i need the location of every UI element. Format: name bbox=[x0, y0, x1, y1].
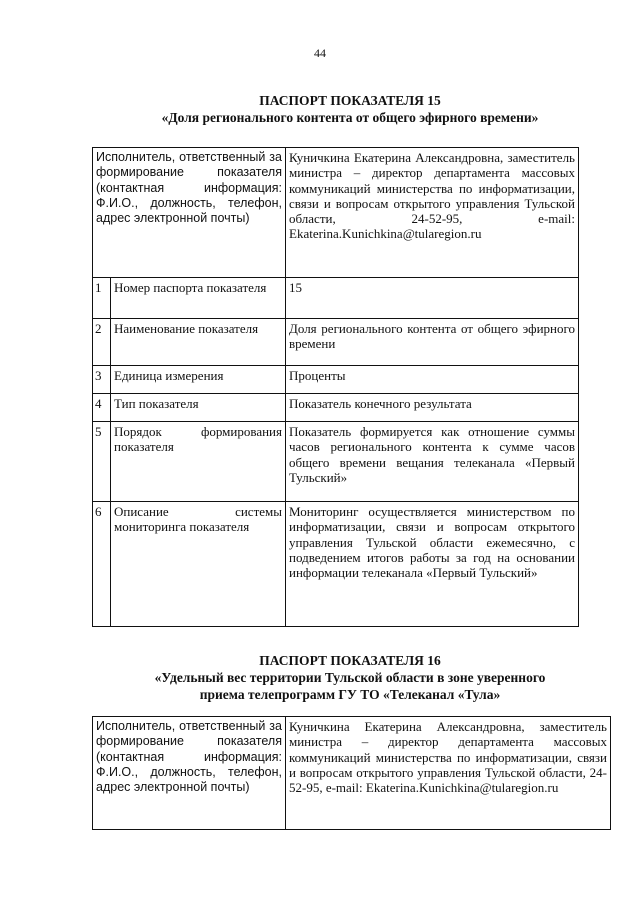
row-value: Проценты bbox=[286, 366, 579, 394]
row-value: 15 bbox=[286, 278, 579, 319]
row-label: Описание системы мониторинга показателя bbox=[111, 502, 286, 627]
row-value: Показатель конечного результата bbox=[286, 394, 579, 422]
row-number: 2 bbox=[93, 319, 111, 366]
table-row bbox=[93, 278, 579, 319]
table-row bbox=[93, 394, 579, 422]
row-number: 1 bbox=[93, 278, 111, 319]
row-label: Тип показателя bbox=[111, 394, 286, 422]
table-row bbox=[93, 422, 579, 502]
row-number: 4 bbox=[93, 394, 111, 422]
row-value: Мониторинг осуществляется министерством по информатизации, связи и вопросам открытого управления Тульской области ежемесячно, с подведением итогов работы за год на основании информации телеканала «Первый Тульский» bbox=[286, 502, 579, 627]
row-number: 6 bbox=[93, 502, 111, 627]
executor-label: Исполнитель, ответственный за формирование показателя (контактная информация: Ф.И.О., должность, телефон, адрес электронной почты) bbox=[93, 148, 286, 278]
passport-15-subtitle: «Доля регионального контента от общего эфирного времени» bbox=[161, 110, 539, 125]
passport-16-subtitle-line1: «Удельный вес территории Тульской области в зоне уверенного bbox=[154, 670, 546, 685]
page-number: 44 bbox=[314, 46, 326, 60]
row-value: Доля регионального контента от общего эфирного времени bbox=[286, 319, 579, 366]
table-row bbox=[93, 366, 579, 394]
table-row bbox=[93, 502, 579, 627]
table-row bbox=[93, 319, 579, 366]
executor-row bbox=[93, 717, 611, 830]
passport-16-title: ПАСПОРТ ПОКАЗАТЕЛЯ 16 bbox=[259, 653, 441, 668]
row-label: Номер паспорта показателя bbox=[111, 278, 286, 319]
row-label: Единица измерения bbox=[111, 366, 286, 394]
row-label: Порядок формирования показателя bbox=[111, 422, 286, 502]
row-number: 3 bbox=[93, 366, 111, 394]
executor-value: Куничкина Екатерина Александровна, заместитель министра – директор департамента массовых коммуникаций министерства по информатизации, связи и вопросам открытого управления Тульской области, 24-52-95, e-mail: Ekaterina.Kunichkina@tularegion.ru bbox=[286, 148, 579, 278]
executor-label: Исполнитель, ответственный за формирование показателя (контактная информация: Ф.И.О., должность, телефон, адрес электронной почты) bbox=[93, 717, 286, 830]
row-value: Показатель формируется как отношение суммы часов регионального контента к сумме часов общего времени вещания телеканала «Первый Тульский» bbox=[286, 422, 579, 502]
row-label: Наименование показателя bbox=[111, 319, 286, 366]
passport-16-table bbox=[92, 716, 611, 830]
passport-15-title: ПАСПОРТ ПОКАЗАТЕЛЯ 15 bbox=[259, 93, 441, 108]
passport-15-table bbox=[92, 147, 579, 627]
executor-row bbox=[93, 148, 579, 278]
executor-value: Куничкина Екатерина Александровна, заместитель министра – директор департамента массовых коммуникаций министерства по информатизации, связи и вопросам открытого управления Тульской области, 24-52-95, e-mail: Ekaterina.Kunichkina@tularegion.ru bbox=[286, 717, 611, 830]
row-number: 5 bbox=[93, 422, 111, 502]
passport-16-subtitle-line2: приема телепрограмм ГУ ТО «Телеканал «Тула» bbox=[199, 687, 501, 702]
